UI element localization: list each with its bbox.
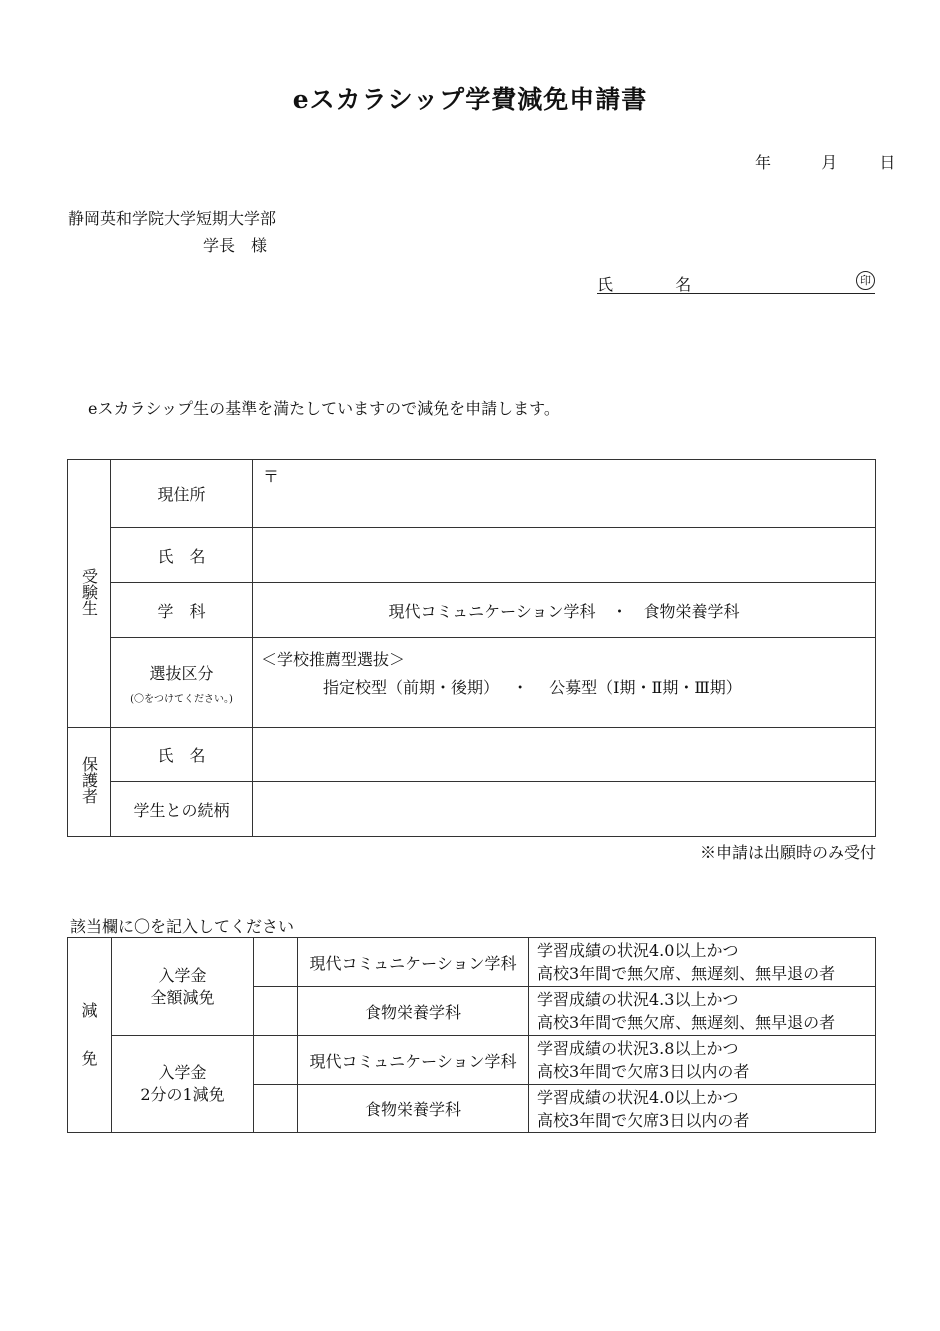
seal-icon: 印 xyxy=(856,271,875,290)
criteria-cell: 学習成績の状況3.8以上かつ 高校3年間で欠席3日以内の者 xyxy=(529,1036,876,1085)
address-field[interactable] xyxy=(253,460,876,528)
mark-cell[interactable] xyxy=(254,1036,298,1085)
criteria-cell: 学習成績の状況4.3以上かつ 高校3年間で無欠席、無遅刻、無早退の者 xyxy=(529,987,876,1036)
criteria-cell: 学習成績の状況4.0以上かつ 高校3年間で無欠席、無遅刻、無早退の者 xyxy=(529,938,876,987)
recipient-title: 学長 様 xyxy=(203,236,268,255)
postal-mark: 〒 xyxy=(263,467,280,486)
exemption-type-full: 入学金 全額減免 xyxy=(112,938,254,1036)
date-month-label: 月 xyxy=(821,153,838,172)
guardian-name-label: 氏 名 xyxy=(111,728,253,782)
dept-cell: 現代コミュニケーション学科 xyxy=(298,938,529,987)
instruction-text: 該当欄に〇を記入してください xyxy=(70,917,295,936)
date-line xyxy=(755,150,895,173)
selection-label: 選抜区分 xyxy=(149,663,214,683)
criteria-cell: 学習成績の状況4.0以上かつ 高校3年間で欠席3日以内の者 xyxy=(529,1085,876,1133)
intro-text: eスカラシップ生の基準を満たしていますので減免を申請します。 xyxy=(88,399,560,418)
applicant-table xyxy=(67,459,876,837)
selection-options[interactable]: 指定校型（前期・後期） ・ 公募型（Ⅰ期・Ⅱ期・Ⅲ期） xyxy=(323,678,742,697)
section-guardian: 保護者 xyxy=(68,728,111,837)
mark-cell[interactable] xyxy=(254,1085,298,1133)
address-label: 現住所 xyxy=(111,460,253,528)
signature-label-given: 名 xyxy=(675,275,692,294)
relationship-label: 学生との続柄 xyxy=(111,782,253,837)
mark-cell[interactable] xyxy=(254,938,298,987)
selection-label-cell xyxy=(111,638,253,728)
exemption-table xyxy=(67,937,876,1133)
dept-cell: 食物栄養学科 xyxy=(298,1085,529,1133)
recipient-institution: 静岡英和学院大学短期大学部 xyxy=(68,209,277,228)
student-name-field[interactable] xyxy=(253,528,876,583)
selection-field[interactable] xyxy=(253,638,876,728)
section-student: 受験生 xyxy=(68,460,111,728)
section-exemption-char-2: 免 xyxy=(81,1049,98,1068)
relationship-field[interactable] xyxy=(253,782,876,837)
mark-cell[interactable] xyxy=(254,987,298,1036)
page-title: eスカラシップ学費減免申請書 xyxy=(292,85,648,114)
section-exemption xyxy=(68,938,112,1133)
guardian-name-field[interactable] xyxy=(253,728,876,782)
application-note: ※申請は出願時のみ受付 xyxy=(699,843,876,862)
student-name-label: 氏 名 xyxy=(111,528,253,583)
dept-cell: 現代コミュニケーション学科 xyxy=(298,1036,529,1085)
department-options[interactable]: 現代コミュニケーション学科 ・ 食物栄養学科 xyxy=(253,583,876,638)
dept-cell: 食物栄養学科 xyxy=(298,987,529,1036)
selection-header: ＜学校推薦型選抜＞ xyxy=(261,650,406,669)
date-day-label: 日 xyxy=(879,153,896,172)
signature-line[interactable] xyxy=(597,272,875,294)
signature-label-family: 氏 xyxy=(597,275,614,294)
date-year-label: 年 xyxy=(755,153,772,172)
exemption-type-half: 入学金 2分の1減免 xyxy=(112,1036,254,1133)
department-label: 学 科 xyxy=(111,583,253,638)
selection-hint: (〇をつけてください。) xyxy=(130,693,233,705)
section-exemption-char-1: 減 xyxy=(81,1001,98,1020)
